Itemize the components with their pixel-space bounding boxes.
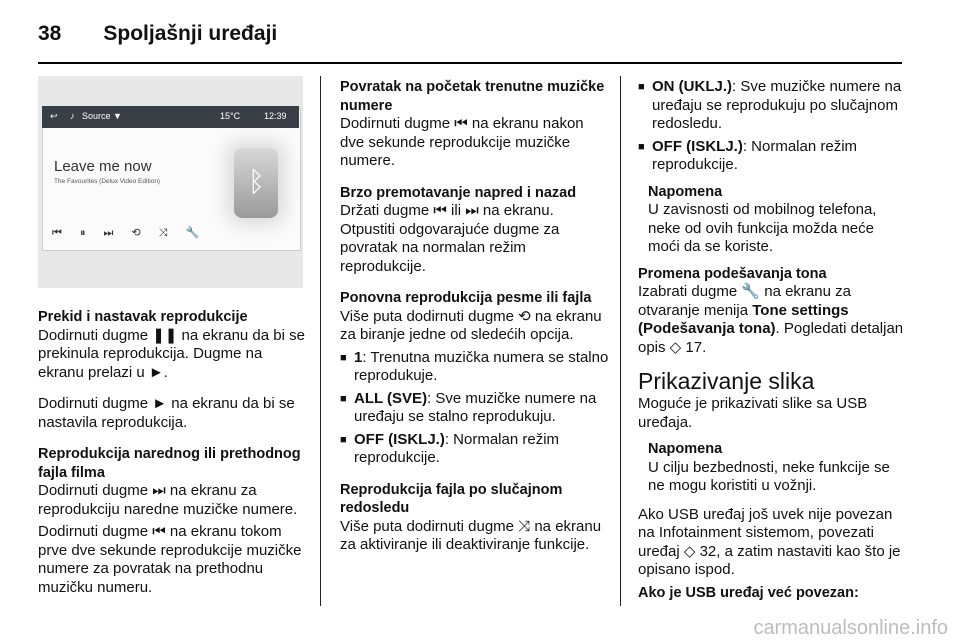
bullet-icon: ■: [638, 81, 645, 93]
paragraph: Dodirnuti dugme ⏮ na ekranu tokom prve dve sekunde reprodukcije muzičke numere za povratak na prethodnu muzičku numeru.: [38, 523, 302, 596]
source-dropdown: Source ▼: [82, 111, 122, 121]
page-title: Spoljašnji uređaji: [103, 22, 278, 45]
heading-repeat: Ponovna reprodukcija pesme ili fajla: [340, 290, 592, 306]
column-1: [38, 308, 310, 597]
list-item: [340, 349, 610, 386]
note-box: [638, 183, 906, 257]
paragraph: Više puta dodirnuti dugme ⤨ na ekranu za aktiviranje ili deaktiviranje funkcije.: [340, 517, 602, 553]
watermark: carmanualsonline.info: [753, 617, 948, 639]
column-2: [340, 78, 610, 555]
list-text: : Sve muzičke numere na uređaju se reprodukuju po slučajnom redosledu.: [652, 78, 902, 132]
section-heading: Prikazivanje slika: [638, 368, 815, 394]
note-text: U zavisnosti od mobilnog telefona, neke od ovih funkcija možda neće moći da se koriste.: [648, 201, 877, 255]
note-text: U cilju bezbednosti, neke funkcije se ne mogu koristiti u vožnji.: [648, 458, 890, 494]
list-term: OFF (ISKLJ.): [354, 430, 445, 448]
bluetooth-device: [234, 148, 278, 218]
list-term: 1: [354, 348, 363, 366]
note-box: [638, 440, 906, 496]
paragraph: Moguće je prikazivati slike sa USB uređaja.: [638, 395, 868, 431]
list-text: : Trenutna muzička numera se stalno reprodukuje.: [354, 348, 609, 384]
list-item: [638, 138, 906, 175]
heading-pause-resume: Prekid i nastavak reprodukcije: [38, 309, 248, 325]
paragraph: Izabrati dugme 🔧 na ekranu za otvaranje menija Tone settings (Podešavanja tona). Pogledati detaljan opis ◇ 17.: [638, 283, 904, 356]
temperature: 15°C: [220, 111, 241, 121]
next-icon: ⏭: [103, 227, 114, 239]
paragraph: Držati dugme ⏮ ili ⏭ na ekranu. Otpustiti odgovarajuće dugme za povratak na normalan režim reprodukcije.: [340, 202, 560, 275]
list-term: ON (UKLJ.): [652, 78, 732, 95]
heading-tone-settings: Promena podešavanja tona: [638, 265, 827, 282]
bullet-icon: ■: [340, 433, 347, 446]
tone-settings-icon: 🔧: [185, 227, 200, 239]
bullet-icon: ■: [340, 351, 347, 364]
list-item: [340, 390, 610, 427]
paragraph: Dodirnuti dugme ⏮ na ekranu nakon dve sekunde reprodukcije muzičke numere.: [340, 115, 584, 169]
list-term: OFF (ISKLJ.): [652, 137, 743, 155]
infotainment-screenshot: [38, 76, 303, 288]
heading-usb-connected: Ako je USB uređaj već povezan:: [638, 584, 859, 601]
album-name: The Favourites (Delux Video Edition): [54, 178, 161, 185]
pause-icon: ⏸: [79, 227, 86, 239]
bullet-icon: ■: [340, 392, 347, 405]
column-divider-2: [620, 76, 621, 606]
paragraph: Ako USB uređaj još uvek nije povezan na Infotainment sistemom, povezati uređaj ◇ 32, a zatim nastaviti kao što je opisano ispod.: [638, 505, 901, 578]
list-text: : Normalan režim reprodukcije.: [354, 430, 560, 466]
previous-icon: ⏮: [52, 227, 62, 239]
heading-fast-forward: Brzo premotavanje napred i nazad: [340, 184, 577, 201]
page-number: 38: [38, 22, 62, 45]
heading-next-previous: Reprodukcija narednog ili prethodnog fajla filma: [38, 446, 301, 481]
list-text: : Normalan režim reprodukcije.: [652, 137, 858, 173]
list-text: : Sve muzičke numere na uređaju se stalno reprodukuju.: [354, 389, 597, 425]
list-item: [638, 78, 906, 134]
column-3: [638, 78, 906, 602]
paragraph: Dodirnuti dugme ► na ekranu da bi se nastavila reprodukcija.: [38, 395, 295, 431]
paragraph: Dodirnuti dugme ⏭ na ekranu za reprodukciju naredne muzičke numere.: [38, 482, 298, 518]
back-icon: ↩: [50, 111, 58, 121]
bluetooth-icon: ᛒ: [248, 166, 265, 197]
column-divider-1: [320, 76, 321, 606]
note-title: Napomena: [648, 441, 723, 457]
screen-topbar: [42, 106, 299, 128]
bullet-icon: ■: [638, 140, 645, 153]
song-title: Leave me now: [54, 158, 152, 175]
paragraph: Dodirnuti dugme ❚❚ na ekranu da bi se prekinula reprodukcija. Dugme na ekranu prelazi u ►.: [38, 326, 305, 381]
header-rule: [38, 62, 902, 64]
playback-controls: [52, 226, 214, 240]
shuffle-icon: ⤨: [158, 227, 168, 239]
clock: 12:39: [264, 111, 287, 121]
music-note-icon: ♪: [70, 111, 75, 121]
repeat-icon: ⟲: [131, 227, 141, 239]
page-header: [38, 22, 277, 52]
heading-restart-track: Povratak na početak trenutne muzičke numere: [340, 79, 605, 114]
note-title: Napomena: [648, 183, 723, 200]
list-term: ALL (SVE): [354, 389, 428, 407]
paragraph: Više puta dodirnuti dugme ⟲ na ekranu za biranje jedne od sledećih opcija.: [340, 307, 602, 343]
list-item: [340, 431, 610, 468]
heading-shuffle: Reprodukcija fajla po slučajnom redosledu: [340, 481, 563, 516]
